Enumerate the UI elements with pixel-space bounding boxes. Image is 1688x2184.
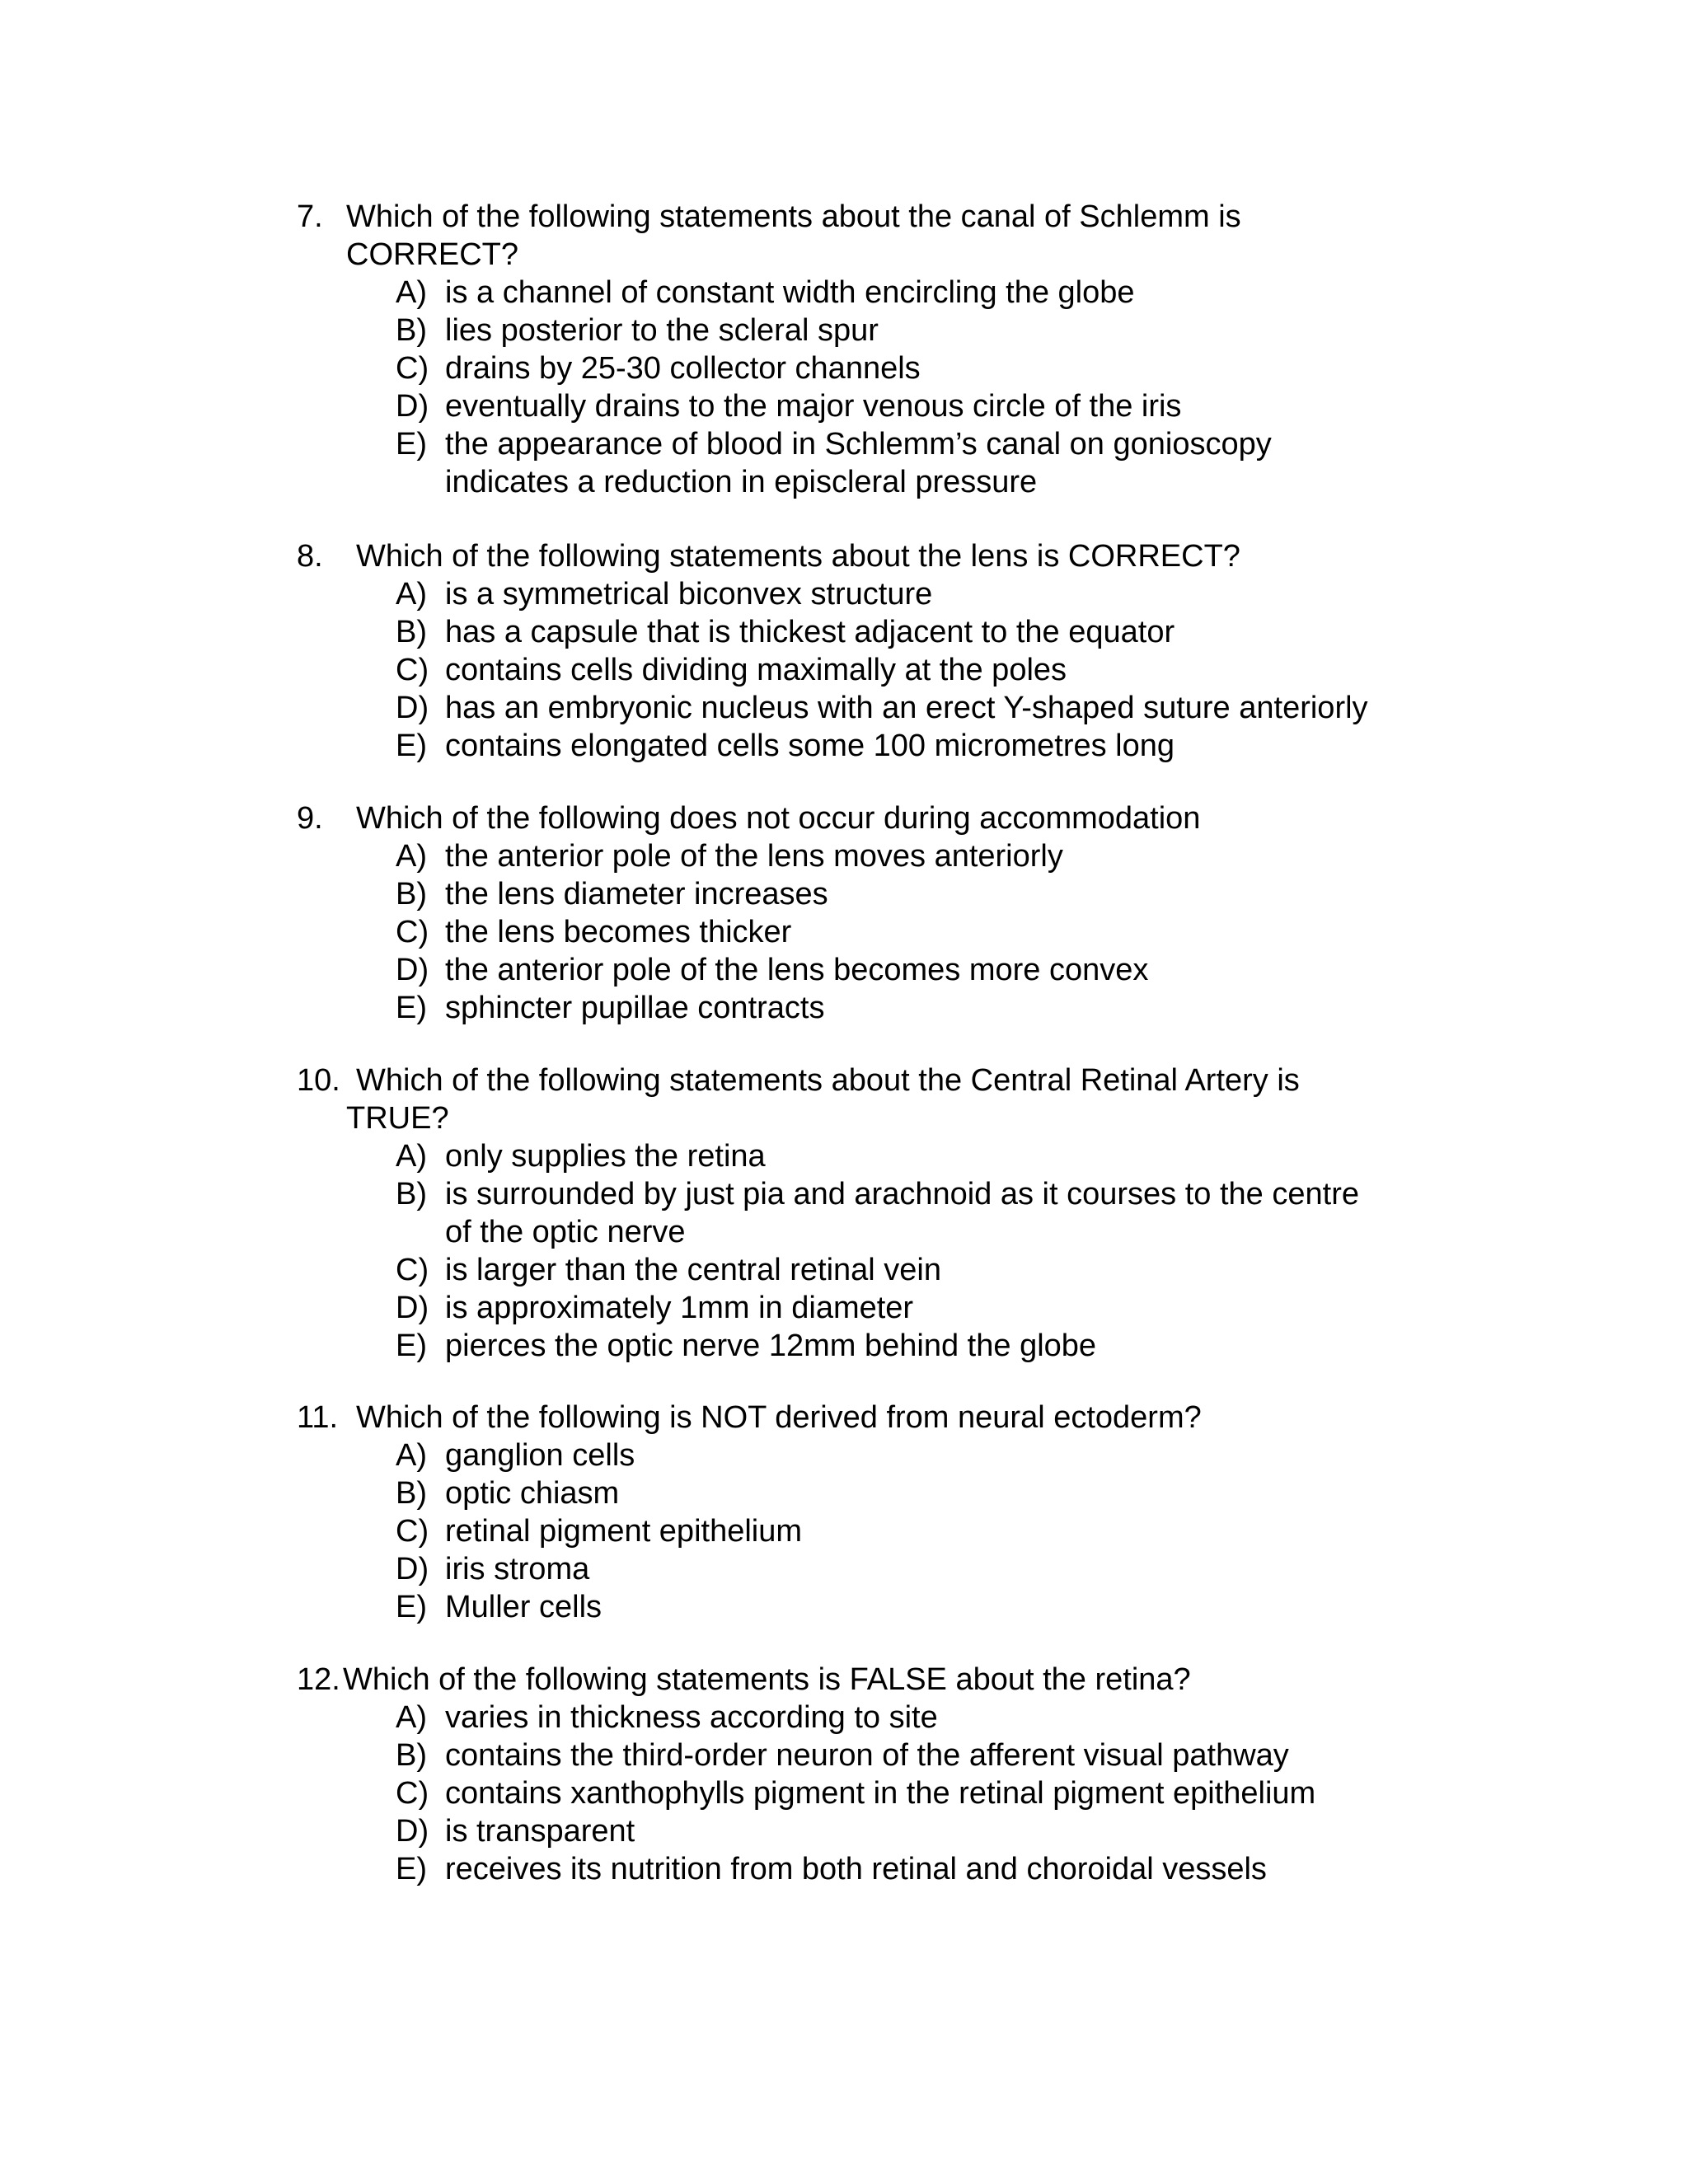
option-text: is approximately 1mm in diameter <box>445 1291 914 1325</box>
option-text: lies posterior to the scleral spur <box>445 313 879 348</box>
option-text: has an embryonic nucleus with an erect Y-shaped suture anteriorly <box>445 691 1368 725</box>
option-letter: A) <box>396 1700 427 1735</box>
option-e <box>297 1850 1451 1888</box>
option-text: receives its nutrition from both retinal and choroidal vessels <box>445 1852 1267 1886</box>
option-b <box>297 875 1451 913</box>
option-text: the lens becomes thicker <box>445 915 792 949</box>
option-letter: B) <box>396 1177 427 1212</box>
option-text: the anterior pole of the lens moves anteriorly <box>445 839 1063 874</box>
option-e <box>297 1327 1451 1365</box>
option-text: is a symmetrical biconvex structure <box>445 577 933 612</box>
option-text: eventually drains to the major venous circle of the iris <box>445 389 1182 424</box>
option-text: the lens diameter increases <box>445 877 828 912</box>
option-text: contains the third-order neuron of the afferent visual pathway <box>445 1738 1289 1773</box>
option-letter: B) <box>396 1476 427 1511</box>
option-letter: A) <box>396 577 427 612</box>
option-text: contains xanthophylls pigment in the retinal pigment epithelium <box>445 1776 1316 1811</box>
option-text: contains elongated cells some 100 micrometres long <box>445 729 1175 763</box>
option-c <box>297 651 1451 689</box>
option-a <box>297 837 1451 875</box>
option-text: iris stroma <box>445 1552 590 1586</box>
option-a <box>297 1436 1451 1474</box>
question-number: 7. <box>297 199 323 234</box>
question-stem <box>297 1661 1451 1699</box>
question-text: Which of the following statements is FALSE about the retina? <box>343 1662 1191 1697</box>
option-a <box>297 575 1451 613</box>
option-text: ganglion cells <box>445 1438 635 1473</box>
option-text: the appearance of blood in Schlemm’s canal on gonioscopy <box>445 427 1272 462</box>
option-letter: A) <box>396 839 427 874</box>
option-c <box>297 349 1451 387</box>
option-letter: E) <box>396 729 427 763</box>
question-number: 8. <box>297 539 323 574</box>
option-text: retinal pigment epithelium <box>445 1514 803 1549</box>
question-11 <box>297 1399 1451 1626</box>
option-e <box>297 1588 1451 1626</box>
option-letter: A) <box>396 275 427 310</box>
question-7 <box>297 198 1451 501</box>
option-letter: E) <box>396 1852 427 1886</box>
option-text: optic chiasm <box>445 1476 620 1511</box>
option-letter: B) <box>396 1738 427 1773</box>
question-stem <box>297 799 1451 837</box>
option-b <box>297 1736 1451 1774</box>
option-text: sphincter pupillae contracts <box>445 991 825 1025</box>
option-c <box>297 1251 1451 1289</box>
option-letter: C) <box>396 1776 429 1811</box>
question-number: 9. <box>297 801 323 836</box>
option-text: drains by 25-30 collector channels <box>445 351 921 386</box>
option-b <box>297 1474 1451 1512</box>
option-letter: D) <box>396 691 429 725</box>
question-stem <box>297 1062 1451 1099</box>
question-text: Which of the following statements about the Central Retinal Artery is <box>356 1063 1300 1098</box>
option-letter: D) <box>396 1291 429 1325</box>
option-d <box>297 689 1451 727</box>
option-letter: C) <box>396 1253 429 1287</box>
option-text: the anterior pole of the lens becomes more convex <box>445 953 1149 987</box>
question-text: Which of the following statements about the canal of Schlemm is <box>346 199 1241 234</box>
option-text-continued: indicates a reduction in episcleral pressure <box>445 465 1038 499</box>
option-e <box>297 727 1451 765</box>
option-letter: B) <box>396 313 427 348</box>
option-b <box>297 1175 1451 1251</box>
option-text: is surrounded by just pia and arachnoid as it courses to the centre <box>445 1177 1359 1212</box>
option-c <box>297 1512 1451 1550</box>
option-letter: E) <box>396 1590 427 1624</box>
option-letter: D) <box>396 953 429 987</box>
option-d <box>297 387 1451 425</box>
question-stem <box>297 198 1451 236</box>
question-9 <box>297 799 1451 1027</box>
option-a <box>297 1699 1451 1736</box>
option-text: Muller cells <box>445 1590 603 1624</box>
option-text: is larger than the central retinal vein <box>445 1253 941 1287</box>
question-stem <box>297 537 1451 575</box>
option-text: only supplies the retina <box>445 1139 766 1174</box>
option-d <box>297 1812 1451 1850</box>
option-letter: D) <box>396 1552 429 1586</box>
question-text-continued: TRUE? <box>346 1101 449 1136</box>
option-letter: E) <box>396 991 427 1025</box>
option-text-continued: of the optic nerve <box>445 1215 686 1249</box>
option-a <box>297 1137 1451 1175</box>
option-a <box>297 274 1451 312</box>
option-letter: C) <box>396 915 429 949</box>
question-text: Which of the following statements about the lens is CORRECT? <box>356 539 1240 574</box>
option-d <box>297 951 1451 989</box>
option-text: pierces the optic nerve 12mm behind the globe <box>445 1329 1097 1363</box>
question-stem <box>297 1399 1451 1436</box>
option-text: varies in thickness according to site <box>445 1700 938 1735</box>
option-letter: B) <box>396 877 427 912</box>
question-text-continued: CORRECT? <box>346 237 519 272</box>
question-12 <box>297 1661 1451 1888</box>
option-b <box>297 312 1451 349</box>
option-letter: C) <box>396 653 429 687</box>
option-letter: C) <box>396 351 429 386</box>
option-e <box>297 989 1451 1027</box>
option-c <box>297 913 1451 951</box>
option-letter: B) <box>396 615 427 649</box>
option-letter: A) <box>396 1139 427 1174</box>
option-text: contains cells dividing maximally at the poles <box>445 653 1067 687</box>
question-text: Which of the following does not occur during accommodation <box>356 801 1201 836</box>
option-letter: D) <box>396 1814 429 1849</box>
option-d <box>297 1289 1451 1327</box>
question-number: 12. <box>297 1662 340 1697</box>
option-letter: E) <box>396 1329 427 1363</box>
question-text: Which of the following is NOT derived from neural ectoderm? <box>356 1400 1202 1435</box>
question-number: 10. <box>297 1063 340 1098</box>
question-number: 11. <box>297 1400 339 1435</box>
option-text: is transparent <box>445 1814 635 1849</box>
question-8 <box>297 537 1451 765</box>
option-d <box>297 1550 1451 1588</box>
option-letter: D) <box>396 389 429 424</box>
question-10 <box>297 1062 1451 1365</box>
option-letter: E) <box>396 427 427 462</box>
option-letter: C) <box>396 1514 429 1549</box>
option-e <box>297 425 1451 501</box>
option-b <box>297 613 1451 651</box>
option-letter: A) <box>396 1438 427 1473</box>
option-text: has a capsule that is thickest adjacent to the equator <box>445 615 1175 649</box>
option-c <box>297 1774 1451 1812</box>
option-text: is a channel of constant width encircling the globe <box>445 275 1135 310</box>
